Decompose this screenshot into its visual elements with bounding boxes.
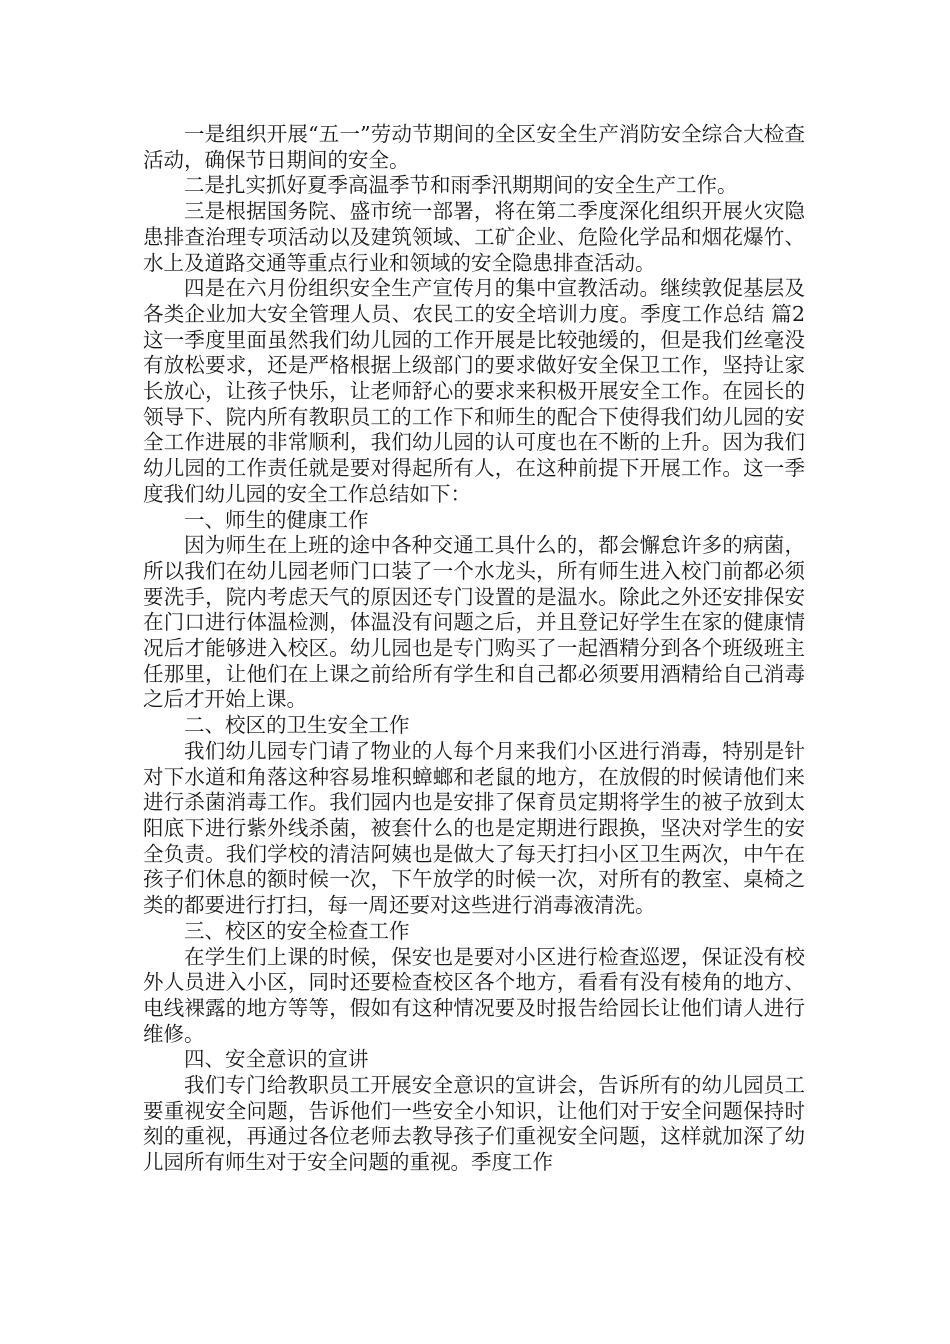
section-heading-health: 一、师生的健康工作 [184,507,369,532]
paragraph-1: 一是组织开展“五一”劳动节期间的全区安全生产消防安全综合大检查活动，确保节日期间的安全。 [143,122,805,172]
section-heading-inspection: 三、校区的安全检查工作 [184,918,410,943]
document-body [143,122,805,1176]
paragraph-3: 三是根据国务院、盛市统一部署，将在第二季度深化组织开展火灾隐患排查治理专项活动以及建筑领域、工矿企业、危险化学品和烟花爆竹、水上及道路交通等重点行业和领域的安全隐患排查活动。 [143,199,805,275]
paragraph-awareness: 我们专门给教职员工开展安全意识的宣讲会，告诉所有的幼儿园员工要重视安全问题，告诉他们一些安全小知识，让他们对于安全问题保持时刻的重视，再通过各位老师去教导孩子们重视安全问题，这样就加深了幼儿园所有师生对于安全问题的重视。季度工作 [143,1073,805,1175]
paragraph-hygiene: 我们幼儿园专门请了物业的人每个月来我们小区进行消毒，特别是针对下水道和角落这种容易堆积蟑螂和老鼠的地方，在放假的时候请他们来进行杀菌消毒工作。我们园内也是安排了保育员定期将学生的被子放到太阳底下进行紫外线杀菌，被套什么的也是定期进行跟换，坚决对学生的安全负责。我们学校的清洁阿姨也是做大了每天打扫小区卫生两次，中午在孩子们休息的额时候一次，下午放学的时候一次，对所有的教室、桌椅之类的都要进行打扫，每一周还要对这些进行消毒液清洗。 [143,738,805,918]
paragraph-4: 四是在六月份组织安全生产宣传月的集中宣教活动。继续敦促基层及各类企业加大安全管理人员、农民工的安全培训力度。季度工作总结 篇2这一季度里面虽然我们幼儿园的工作开展是比较弛缓的，但是我们丝毫没有放松要求，还是严格根据上级部门的要求做好安全保卫工作，坚持让家长放心，让孩子快乐，让老师舒心的要求来积极开展安全工作。在园长的领导下、院内所有教职员工的工作下和师生的配合下使得我们幼儿园的安全工作进展的非常顺利，我们幼儿园的认可度也在不断的上升。因为我们幼儿园的工作责任就是要对得起所有人，在这种前提下开展工作。这一季度我们幼儿园的安全工作总结如下： [143,276,805,506]
section-heading-hygiene: 二、校区的卫生安全工作 [184,713,410,738]
paragraph-2: 二是扎实抓好夏季高温季节和雨季汛期期间的安全生产工作。 [184,173,738,198]
paragraph-inspection: 在学生们上课的时候，保安也是要对小区进行检查巡逻，保证没有校外人员进入小区，同时还要检查校区各个地方，看看有没有棱角的地方、电线裸露的地方等等，假如有这种情况要及时报告给园长让他们请人进行维修。 [143,944,805,1046]
section-heading-awareness: 四、安全意识的宣讲 [184,1047,369,1072]
paragraph-health: 因为师生在上班的途中各种交通工具什么的，都会懈怠许多的病菌，所以我们在幼儿园老师门口装了一个水龙头，所有师生进入校门前都必须要洗手，院内考虑天气的原因还专门设置的是温水。除此之外还安排保安在门口进行体温检测，体温没有问题之后，并且登记好学生在家的健康情况后才能够进入校区。幼儿园也是专门购买了一起酒精分到各个班级班主任那里，让他们在上课之前给所有学生和自己都必须要用酒精给自己消毒之后才开始上课。 [143,533,805,712]
